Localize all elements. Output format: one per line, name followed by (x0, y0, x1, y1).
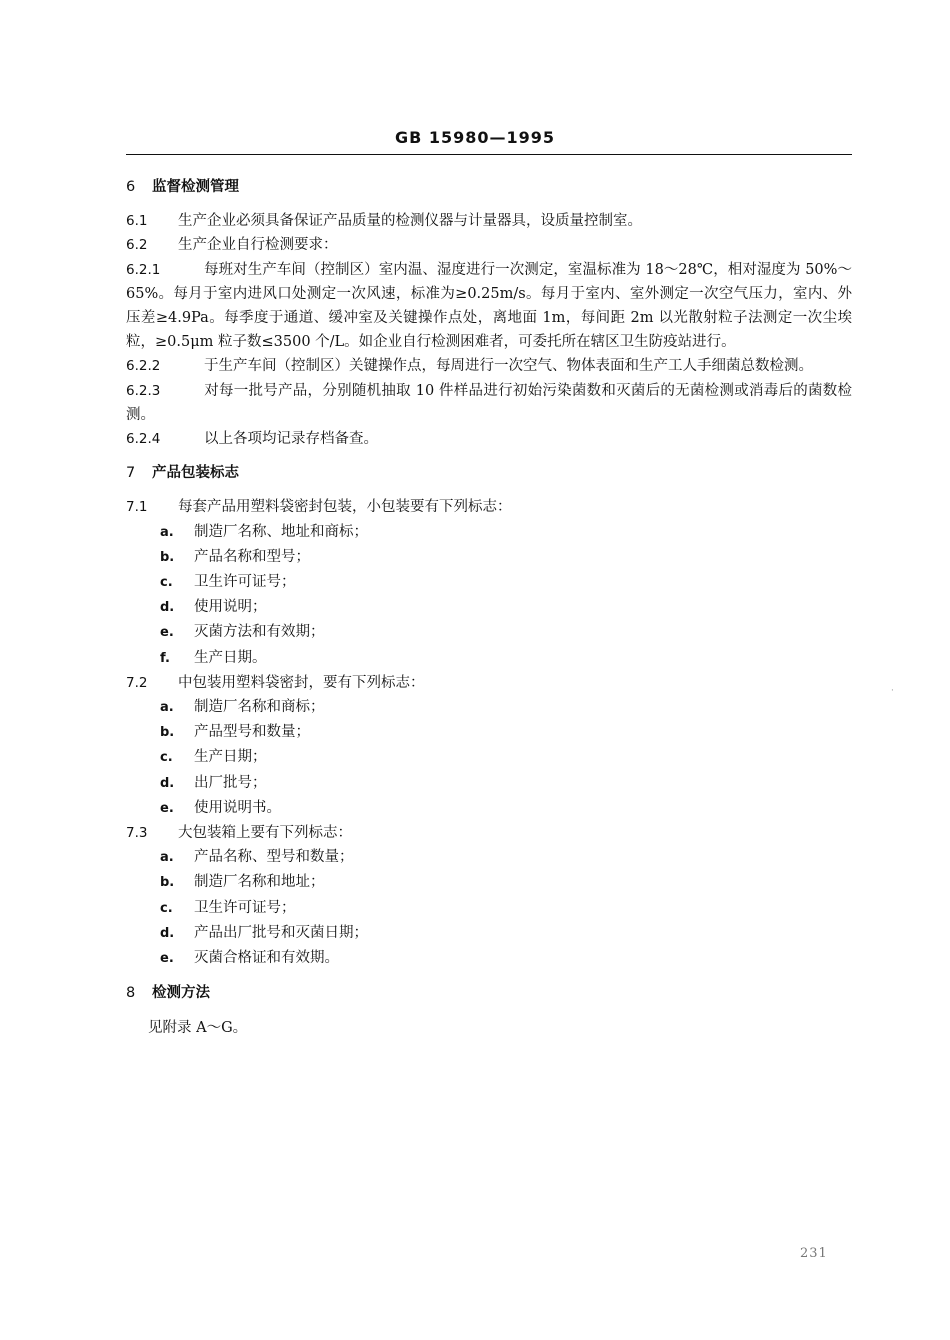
list-item: b. 产品型号和数量； (160, 724, 310, 741)
clause-7-2-number: 7.2 (126, 674, 148, 691)
list-item: a. 制造厂名称和商标； (160, 699, 325, 716)
clause-6-2-4-number: 6.2.4 (126, 431, 161, 448)
scan-speck: · (891, 686, 894, 696)
clause-6-1 (126, 209, 852, 233)
clause-7-2 (126, 671, 852, 695)
section-6-number: 6 (126, 179, 136, 195)
list-item: a. 制造厂名称、地址和商标； (160, 523, 368, 540)
list-item: b. 产品名称和型号； (160, 548, 310, 565)
section-6-title: 监督检测管理 (152, 179, 239, 195)
clause-6-2-1-text: 每班对生产车间（控制区）室内温、湿度进行一次测定，室温标准为 18～28℃，相对湿度为 50%～65%。每月于室内进风口处测定一次风速，标准为≥0.25m/s。每月于室内、室外测定一次空气压力，室内、外压差≥4.9Pa。每季度于通道、缓冲室及关键操作点处，离地面 1m，每间距 2m 以光散射粒子法测定一次尘埃粒，≥0.5μm 粒子数≤3500 个/L。如企业自行检测困难者，可委托所在辖区卫生防疫站进行。 (126, 261, 852, 351)
clause-6-2-2-number: 6.2.2 (126, 358, 161, 375)
clause-7-1-text: 每套产品用塑料袋密封包装，小包装要有下列标志： (178, 499, 512, 516)
list-item: c. 卫生许可证号； (160, 574, 296, 591)
document-body (126, 175, 852, 1040)
section-7-number: 7 (126, 465, 136, 482)
list-item: d. 使用说明； (160, 599, 267, 616)
clause-6-2-1-number: 6.2.1 (126, 261, 161, 278)
list-item: e. 使用说明书。 (160, 799, 281, 816)
list-item: b. 制造厂名称和地址； (160, 874, 325, 891)
clause-6-2-3-number: 6.2.3 (126, 382, 161, 399)
clause-6-2-2 (126, 354, 852, 378)
header-rule (126, 154, 852, 155)
clause-6-2 (126, 233, 852, 257)
section-6-heading (126, 175, 852, 199)
list-item: c. 生产日期； (160, 749, 267, 766)
clause-7-3-list (126, 845, 852, 971)
clause-7-2-list (126, 695, 852, 821)
clause-6-2-3-text: 对每一批号产品，分别随机抽取 10 件样品进行初始污染菌数和灭菌后的无菌检测或消毒后的菌数检测。 (126, 382, 852, 423)
clause-7-3 (126, 821, 852, 845)
clause-7-1-list (126, 520, 852, 671)
list-item: f. 生产日期。 (160, 649, 267, 666)
clause-7-3-text: 大包装箱上要有下列标志： (178, 825, 352, 842)
list-item: d. 产品出厂批号和灭菌日期； (160, 924, 368, 941)
standard-number-header: GB 15980—1995 (394, 128, 556, 147)
clause-6-1-number: 6.1 (126, 213, 148, 230)
clause-6-2-3 (126, 379, 852, 427)
clause-6-2-2-text: 于生产车间（控制区）关键操作点，每周进行一次空气、物体表面和生产工人手细菌总数检测。 (204, 358, 813, 375)
list-item: e. 灭菌合格证和有效期。 (160, 950, 339, 967)
clause-6-2-number: 6.2 (126, 237, 148, 254)
clause-6-2-4-text: 以上各项均记录存档备查。 (204, 431, 378, 448)
clause-6-2-1 (126, 258, 852, 355)
list-item: a. 产品名称、型号和数量； (160, 849, 354, 866)
list-item: e. 灭菌方法和有效期； (160, 624, 325, 641)
clause-7-1 (126, 495, 852, 519)
section-8-title: 检测方法 (152, 985, 210, 1002)
section-7-heading (126, 461, 852, 485)
section-8-heading (126, 981, 852, 1005)
section-8-number: 8 (126, 985, 136, 1002)
page-number: 231 (800, 1246, 828, 1261)
section-7-title: 产品包装标志 (152, 465, 239, 482)
section-8-text: 见附录 A～G。 (148, 1019, 248, 1036)
list-item: d. 出厂批号； (160, 774, 267, 791)
clause-7-2-text: 中包装用塑料袋密封，要有下列标志： (178, 674, 425, 691)
list-item: c. 卫生许可证号； (160, 899, 296, 916)
clause-6-2-4 (126, 427, 852, 451)
clause-6-2-text: 生产企业自行检测要求： (178, 237, 338, 254)
clause-6-1-text: 生产企业必须具备保证产品质量的检测仪器与计量器具，设质量控制室。 (178, 213, 642, 230)
clause-7-1-number: 7.1 (126, 499, 148, 516)
clause-7-3-number: 7.3 (126, 825, 148, 842)
